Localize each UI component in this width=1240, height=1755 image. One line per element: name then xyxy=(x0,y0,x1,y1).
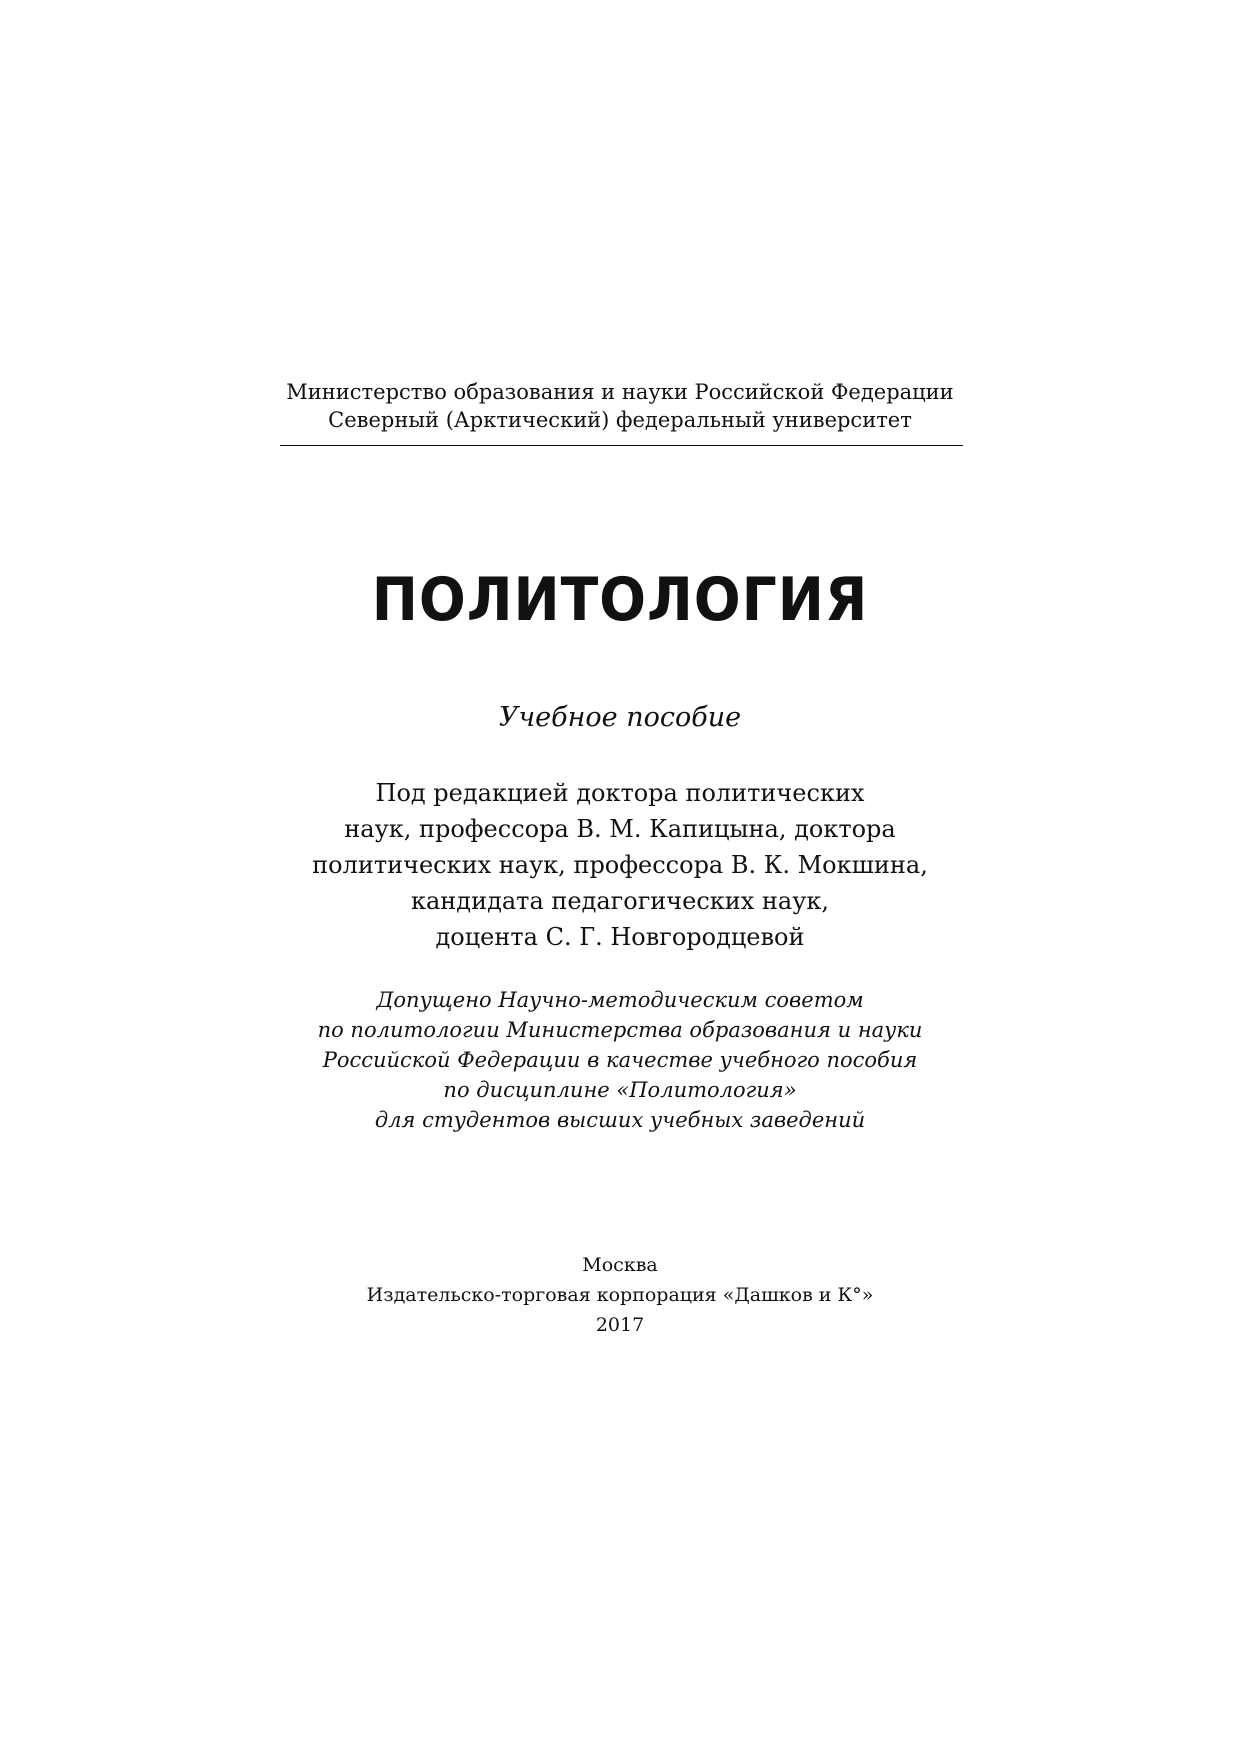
editors-line: доцента С. Г. Новгородцевой xyxy=(435,923,805,951)
approval-line: по политологии Министерства образования и науки xyxy=(317,1018,923,1042)
editors-statement xyxy=(0,775,1240,955)
university-name: Северный (Арктический) федеральный университет xyxy=(328,408,912,432)
publication-year: 2017 xyxy=(595,1314,645,1336)
editors-line: Под редакцией доктора политических xyxy=(375,779,865,807)
imprint xyxy=(0,1250,1240,1340)
editors-line: политических наук, профессора В. К. Мокшина, xyxy=(312,851,928,879)
book-subtitle: Учебное пособие xyxy=(498,702,742,733)
book-title: ПОЛИТОЛОГИЯ xyxy=(371,565,869,635)
publisher-name: Издательско-торговая корпорация «Дашков и К°» xyxy=(366,1284,874,1306)
header-divider xyxy=(280,445,963,446)
approval-statement xyxy=(0,985,1240,1135)
approval-line: по дисциплине «Политология» xyxy=(443,1078,797,1102)
institution-header xyxy=(0,378,1240,434)
publication-city: Москва xyxy=(582,1254,658,1276)
editors-line: кандидата педагогических наук, xyxy=(411,887,829,915)
ministry-name: Министерство образования и науки Российской Федерации xyxy=(286,380,954,404)
approval-line: Допущено Научно-методическим советом xyxy=(376,988,864,1012)
approval-line: для студентов высших учебных заведений xyxy=(374,1108,866,1132)
approval-line: Российской Федерации в качестве учебного пособия xyxy=(322,1048,918,1072)
editors-line: наук, профессора В. М. Капицына, доктора xyxy=(344,815,896,843)
